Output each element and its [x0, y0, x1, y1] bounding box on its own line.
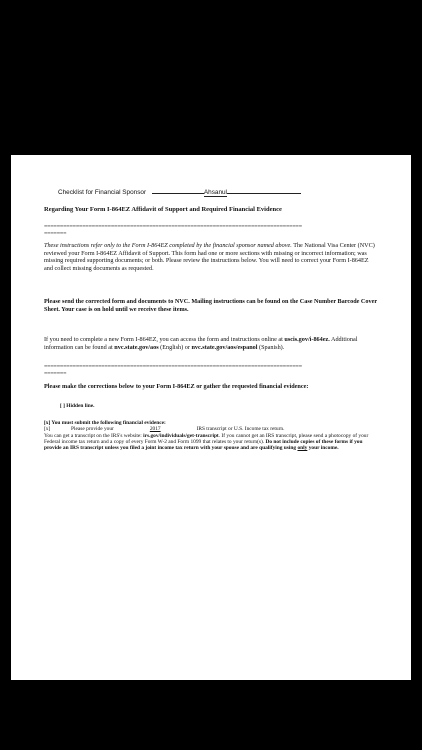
divider-2-tail: ======= — [44, 372, 67, 377]
document-title: Regarding Your Form I-864EZ Affidavit of Support and Required Financial Evidence — [44, 206, 282, 213]
hidden-line: [ ] Hidden line. — [60, 403, 95, 409]
evidence-year: 2017 — [149, 426, 161, 432]
sponsor-name: Ahsanul — [203, 189, 227, 196]
corrections-heading: Please make the corrections below to your Form I-864EZ or gather the requested financial evidence: — [44, 383, 309, 390]
evidence-item: [x] Please provide your 2017 IRS transcript or U.S. Income tax return. — [44, 426, 285, 432]
intro-paragraph — [44, 242, 378, 272]
divider-tail: ======= — [44, 232, 67, 237]
uscis-link[interactable]: uscis.gov/i-864ez. — [284, 336, 330, 343]
divider: ================================================================================= — [44, 225, 302, 230]
document-page — [11, 155, 411, 680]
evidence-body: You can get a transcript on the IRS's website: irs.gov/individuals/get-transcript. If you cannot get an IRS transcript, please send a photocopy of your Federal income tax return and a copy of every Form W-2 and Form 1099 that relates to your return(s). Do not include copies of these forms if you provide an IRS transcript unless you filed a joint income tax return with your spouse and are qualifying using only your income. — [44, 433, 369, 452]
online-paragraph: If you need to complete a new Form I-864EZ, you can access the form and instructions online at uscis.gov/i-864ez. Additional information can be found at nvc.state.gov/aos (English) or nvc.state.gov/aos/espanol (Spanish). — [44, 336, 358, 351]
intro-rest: The National Visa Center (NVC) reviewed your Form I-864EZ Affidavit of Support. This form had one or more sections with missing or incorrect information; was missing required supporting documents; or both. Please review the instructions below. You will need to correct your Form I-864EZ and collect missing documents as requested. — [44, 242, 375, 272]
checklist-label: Checklist for Financial Sponsor — [58, 189, 147, 196]
send-notice: Please send the corrected form and documents to NVC. Mailing instructions can be found on the Case Number Barcode Cover Sheet. Your case is on hold until we receive these items. — [44, 298, 377, 313]
evidence-heading: [x] You must submit the following financial evidence: — [44, 420, 166, 426]
divider-2: ================================================================================= — [44, 365, 302, 370]
nvc-aos-link[interactable]: nvc.state.gov/aos — [114, 343, 159, 351]
irs-transcript-link[interactable]: irs.gov/individuals/get-transcript — [143, 433, 219, 439]
nvc-espanol-link[interactable]: nvc.state.gov/aos/espanol — [191, 343, 258, 351]
checklist-header — [58, 189, 358, 197]
evidence-checkbox: [x] — [44, 426, 51, 432]
intro-italic: These instructions refer only to the Form I-864EZ completed by the financial sponsor named above. — [44, 242, 292, 249]
